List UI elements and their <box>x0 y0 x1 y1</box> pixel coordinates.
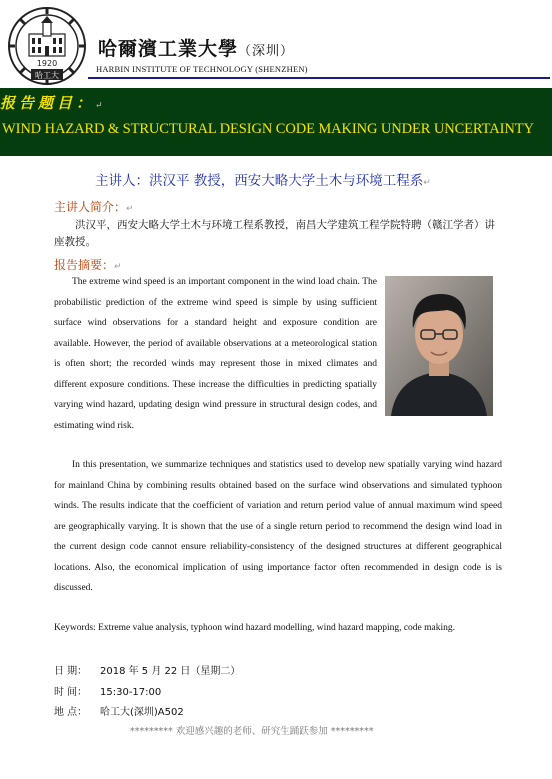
abstract-heading <box>54 256 122 273</box>
university-logo <box>7 6 87 86</box>
header <box>0 0 552 84</box>
place-label: 地 点： <box>54 707 88 718</box>
keywords: Keywords: Extreme value analysis, typhoon wind hazard modelling, wind hazard mapping, code making. <box>54 623 456 633</box>
intro-text: 洪汉平，西安大略大学土木与环境工程系教授，南昌大学建筑工程学院特聘（赣江学者）讲座教授。 <box>54 219 495 248</box>
place-value: 哈工大(深圳)A502 <box>100 707 184 718</box>
paragraph-mark-icon: ↵ <box>423 178 431 188</box>
abstract-paragraph-1: The extreme wind speed is an important component in the wind load chain. The probabilistic prediction of the extreme wind speed is simple by using sufficient surface wind observations for a standard height and exposure condition are available. However, the period of available observations at a meteorological station is often short; the recorded winds may represent those in mixed climates and different exposure conditions. These increase the difficulties in predicting spatially varying wind hazard, updating design wind pressure in structural design codes, and estimating wind risk. <box>54 277 377 431</box>
footer-welcome: ********* 欢迎感兴趣的老师、研究生踊跃参加 ********* <box>130 726 374 737</box>
title-banner <box>0 88 552 156</box>
campus-name: （深圳） <box>238 44 295 59</box>
logo-year: 1920 <box>36 59 58 68</box>
university-name-en: HARBIN INSTITUTE OF TECHNOLOGY (SHENZHEN) <box>96 64 308 74</box>
paragraph-mark-icon: ↵ <box>114 262 122 272</box>
banner-label-text: 报告题目： <box>0 94 96 112</box>
header-rule <box>88 77 550 79</box>
intro-heading-text: 主讲人简介： <box>54 200 127 214</box>
time-row <box>54 683 161 698</box>
university-name: 哈爾濱工業大學 <box>98 38 239 60</box>
logo-text: 哈工大 <box>35 71 59 80</box>
time-value: 15:30-17:00 <box>100 687 162 698</box>
paragraph-mark-icon: ↵ <box>95 101 107 111</box>
talk-title: WIND HAZARD & STRUCTURAL DESIGN CODE MAKING UNDER UNCERTAINTY <box>2 121 534 137</box>
time-label: 时 间： <box>54 687 88 698</box>
banner-label <box>0 92 107 113</box>
speaker-photo <box>385 276 493 416</box>
abstract-paragraph-2: In this presentation, we summarize techniques and statistics used to develop new spatially varying wind hazard for mainland China by combining results obtained based on the surface wind observations and simulated typhoon winds. The results indicate that the coefficient of variation and return period value of annual maximum wind speed are geographically varying. It is shown that the use of a single return period to recommend the design wind load in the current design code cannot ensure reliability-consistency of the designed structures at different geographical locations. Also, the economical implication of using importance factor often recommended in design code is is discussed. <box>54 460 502 593</box>
date-row <box>54 662 240 677</box>
abstract-heading-text: 报告摘要： <box>54 258 115 272</box>
speaker-text: 主讲人：洪汉平 教授，西安大略大学土木与环境工程系 <box>95 173 424 189</box>
date-label: 日 期： <box>54 666 88 677</box>
university-name-cn <box>98 34 294 61</box>
speaker-line <box>95 169 431 189</box>
intro-heading <box>54 198 134 215</box>
date-value: 2018 年 5 月 22 日（星期二） <box>100 666 241 677</box>
paragraph-mark-icon: ↵ <box>126 204 134 214</box>
place-row <box>54 703 184 718</box>
